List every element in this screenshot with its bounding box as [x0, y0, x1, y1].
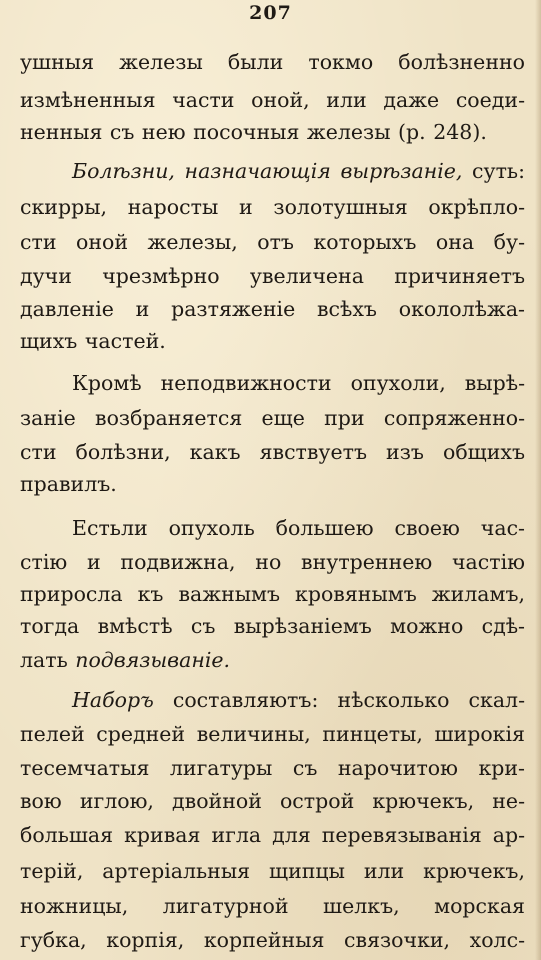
- text-line: [20, 857, 525, 885]
- text-line: [20, 754, 525, 782]
- text-line: [20, 787, 525, 815]
- text-segment: скирры, наросты и золотушныя окрѣпло-: [20, 195, 525, 219]
- text-segment: составляютъ: нѣсколько скал-: [153, 688, 525, 712]
- text-segment: измѣненныя части оной, или даже соеди-: [20, 88, 525, 112]
- text-segment: сти болѣзни, какъ явствуетъ изъ общихъ: [20, 440, 525, 464]
- text-segment: вою иглою, двойной острой крючекъ, не-: [20, 789, 525, 813]
- text-line: [20, 821, 525, 849]
- text-segment: Естьли опухоль большею своею час-: [72, 516, 525, 540]
- text-segment: лать: [20, 648, 76, 672]
- page-gutter-shadow: [535, 0, 541, 960]
- text-line: [20, 470, 525, 498]
- text-segment: губка, корпія, корпейныя связочки, холс-: [20, 928, 525, 952]
- italic-term: Болѣзни, назначающія вырѣзаніе,: [72, 159, 463, 183]
- text-line: [20, 86, 525, 114]
- text-line: [72, 157, 525, 185]
- text-line: [20, 720, 525, 748]
- text-line: [20, 548, 525, 576]
- text-line: [20, 646, 525, 674]
- text-line: [20, 228, 525, 256]
- text-segment: суть:: [462, 159, 525, 183]
- text-segment: стію и подвижна, но внутреннею частію: [20, 550, 525, 574]
- text-line: [72, 369, 525, 397]
- italic-term: Наборъ: [72, 688, 154, 712]
- text-segment: тесемчатыя лигатуры съ нарочитою кри-: [20, 756, 525, 780]
- text-segment: Кромѣ неподвижности опухоли, вырѣ-: [72, 371, 525, 395]
- text-line: [20, 926, 525, 954]
- text-segment: правилъ.: [20, 472, 117, 496]
- text-segment: ножницы, лигатурной шелкъ, морская: [20, 894, 525, 918]
- text-line: [72, 686, 525, 714]
- text-line: [20, 404, 525, 432]
- text-line: [72, 514, 525, 542]
- text-line: [20, 438, 525, 466]
- text-segment: щихъ частей.: [20, 329, 166, 353]
- text-segment: приросла къ важнымъ кровянымъ жиламъ,: [20, 582, 525, 606]
- text-segment: тогда вмѣстѣ съ вырѣзаніемъ можно сдѣ-: [20, 614, 525, 638]
- text-segment: пелей средней величины, пинцеты, широкія: [20, 722, 525, 746]
- text-line: [20, 262, 525, 290]
- text-line: [20, 295, 525, 323]
- text-segment: ненныя съ нею посочныя железы (р. 248).: [20, 120, 487, 144]
- text-line: [20, 118, 525, 146]
- text-segment: большая кривая игла для перевязыванія ар-: [20, 823, 525, 847]
- page-number: 207: [249, 2, 292, 24]
- text-segment: дучи чрезмѣрно увеличена причиняетъ: [20, 264, 525, 288]
- text-line: [20, 580, 525, 608]
- text-line: [20, 612, 525, 640]
- text-line: [20, 193, 525, 221]
- italic-term: подвязываніе.: [75, 648, 231, 672]
- text-segment: терій, артеріальныя щипцы или крючекъ,: [20, 859, 525, 883]
- text-segment: давленіе и разтяженіе всѣхъ окололѣжа-: [20, 297, 525, 321]
- text-segment: ушныя железы были токмо болѣзненно: [20, 50, 525, 74]
- text-segment: заніе возбраняется еще при сопряженно-: [20, 406, 525, 430]
- text-segment: сти оной железы, отъ которыхъ она бу-: [20, 230, 525, 254]
- text-line: [20, 892, 525, 920]
- text-line: [20, 327, 525, 355]
- text-line: [20, 48, 525, 76]
